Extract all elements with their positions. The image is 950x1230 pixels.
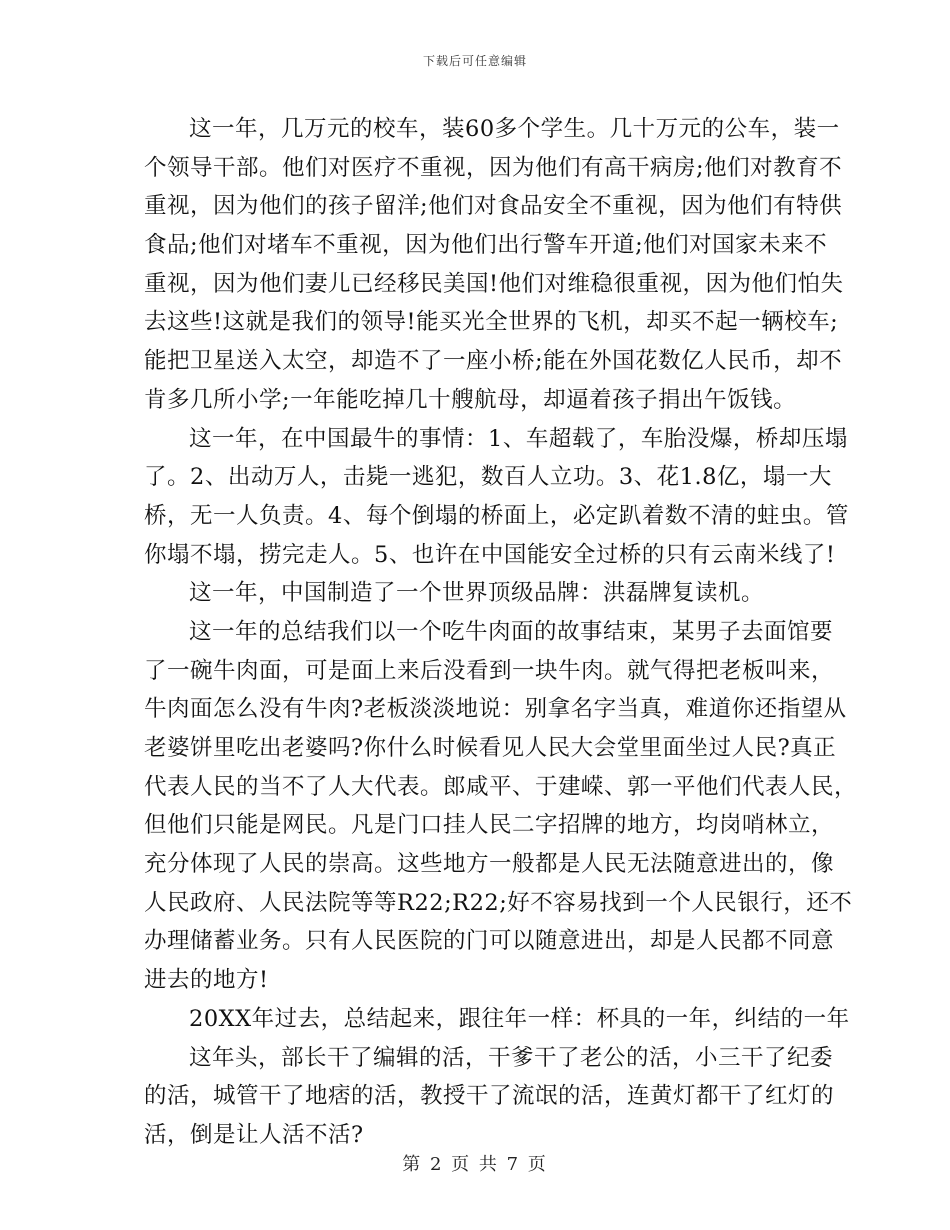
text-line: 充分体现了人民的崇高。这些地方一般都是人民无法随意进出的，像	[144, 851, 835, 878]
paragraph	[144, 613, 858, 1000]
text-line: 这一年，几万元的校车，装60多个学生。几十万元的公车，装一	[189, 116, 840, 142]
document-body	[144, 110, 858, 1155]
text-line: 活，倒是让人活不活?	[144, 1121, 364, 1148]
text-line: 重视，因为他们的孩子留洋;他们对食品安全不重视，因为他们有特供	[144, 193, 843, 220]
page-footer: 第 2 页 共 7 页	[402, 1154, 548, 1175]
text-line: 进去的地方!	[144, 967, 269, 994]
text-line: 这一年，中国制造了一个世界顶级品牌：洪磊牌复读机。	[189, 580, 765, 607]
text-line: 牛肉面怎么没有牛肉?老板淡淡地说：别拿名字当真，难道你还指望从	[144, 696, 847, 723]
text-line: 肯多几所小学;一年能吃掉几十艘航母，却逼着孩子捐出午饭钱。	[144, 386, 797, 413]
text-line: 了一碗牛肉面，可是面上来后没看到一块牛肉。就气得把老板叫来，	[144, 657, 835, 684]
text-line: 老婆饼里吃出老婆吗?你什么时候看见人民大会堂里面坐过人民?真正	[144, 735, 837, 761]
paragraph	[144, 1039, 835, 1155]
text-line: 你塌不塌，捞完走人。5、也许在中国能安全过桥的只有云南米线了!	[144, 541, 836, 568]
text-line: 这一年的总结我们以一个吃牛肉面的故事结束，某男子去面馆要	[189, 618, 834, 645]
paragraph	[144, 420, 849, 575]
text-line: 这年头，部长干了编辑的活，干爹干了老公的活，小三干了纪委	[189, 1044, 834, 1071]
paragraph	[144, 110, 844, 420]
text-line: 代表人民的当不了人大代表。郎咸平、于建嵘、郭一平他们代表人民，	[144, 773, 858, 800]
text-line: 重视，因为他们妻儿已经移民美国!他们对维稳很重视，因为他们怕失	[144, 270, 844, 297]
text-line: 20XX年过去，总结起来，跟往年一样：杯具的一年，纠结的一年	[189, 1005, 850, 1032]
text-line: 个领导干部。他们对医疗不重视，因为他们有高干病房;他们对教育不	[144, 154, 843, 181]
paragraph	[144, 1000, 850, 1039]
text-line: 办理储蓄业务。只有人民医院的门可以随意进出，却是人民都不同意	[144, 928, 835, 955]
text-line: 食品;他们对堵车不重视，因为他们出行警车开道;他们对国家未来不	[144, 232, 828, 259]
text-line: 了。2、出动万人，击毙一逃犯，数百人立功。3、花1.8亿，塌一大	[144, 464, 832, 491]
text-line: 去这些!这就是我们的领导!能买光全世界的飞机，却买不起一辆校车;	[144, 309, 839, 336]
text-line: 这一年，在中国最牛的事情：1、车超载了，车胎没爆，桥却压塌	[189, 425, 848, 452]
page-header: 下载后可任意编辑	[422, 54, 527, 68]
text-line: 的活，城管干了地痞的活，教授干了流氓的活，连黄灯都干了红灯的	[144, 1083, 835, 1110]
text-line: 人民政府、人民法院等等R22;R22;好不容易找到一个人民银行，还不	[144, 889, 853, 916]
text-line: 能把卫星送入太空，却造不了一座小桥;能在外国花数亿人民币，却不	[144, 348, 843, 375]
paragraph	[144, 574, 810, 613]
text-line: 但他们只能是网民。凡是门口挂人民二字招牌的地方，均岗哨林立，	[144, 812, 835, 839]
text-line: 桥，无一人负责。4、每个倒塌的桥面上，必定趴着数不清的蛀虫。管	[144, 502, 849, 529]
